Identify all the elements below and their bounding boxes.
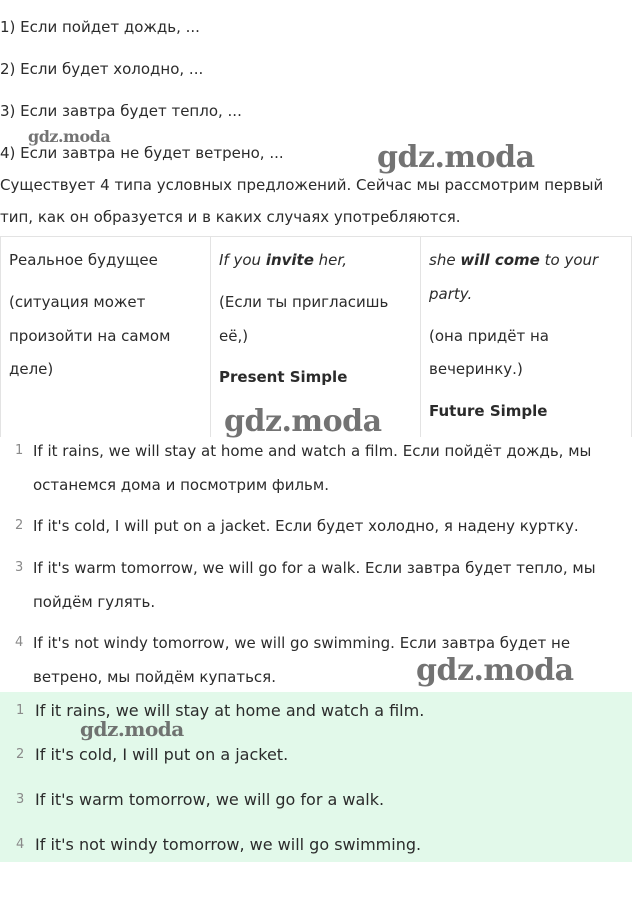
verb-invite: invite: [265, 251, 314, 269]
answer-item: If it rains, we will stay at home and watch a film.: [35, 701, 425, 720]
cell-text: её,): [219, 327, 249, 345]
she-part: she: [429, 251, 461, 269]
watermark-logo: gdz.moda: [80, 717, 184, 741]
answer-number: 2: [16, 747, 25, 762]
her-part: her,: [313, 251, 347, 269]
table-cell-type: [0, 237, 210, 437]
party-part: party.: [429, 285, 473, 303]
cell-text: (ситуация может: [9, 293, 146, 311]
watermark-logo: gdz.moda: [224, 404, 382, 439]
rest-part: to your: [539, 251, 599, 269]
list-item: If it's cold, I will put on a jacket. Если будет холодно, я надену куртку.: [33, 517, 579, 535]
watermark-logo: gdz.moda: [377, 140, 535, 175]
watermark-logo: gdz.moda: [28, 127, 111, 146]
verb-will-come: will come: [460, 251, 540, 269]
condition-sentence: [219, 250, 347, 270]
cell-text: деле): [9, 360, 54, 378]
example-2: 2) Если будет холодно, ...: [0, 60, 204, 78]
example-4: 4) Если завтра не будет ветрено, ...: [0, 144, 284, 162]
list-number: 2: [15, 518, 24, 533]
answer-number: 3: [16, 792, 25, 807]
result-sentence: [429, 250, 598, 270]
cell-text: Реальное будущее: [9, 251, 158, 269]
intro-line-1: Существует 4 типа условных предложений. Сейчас мы рассмотрим первый: [0, 176, 604, 194]
watermark-logo: gdz.moda: [416, 653, 574, 688]
list-number: 3: [15, 560, 24, 575]
cell-text: (Если ты пригласишь: [219, 293, 389, 311]
answer-item: If it's warm tomorrow, we will go for a walk.: [35, 790, 385, 809]
list-item: If it's warm tomorrow, we will go for a walk. Если завтра будет тепло, мы: [33, 559, 596, 577]
answer-number: 1: [16, 703, 25, 718]
example-3: 3) Если завтра будет тепло, ...: [0, 102, 242, 120]
cell-text: вечеринку.): [429, 360, 523, 378]
if-part: If you: [219, 251, 266, 269]
cell-text: (она придёт на: [429, 327, 549, 345]
list-item: If it rains, we will stay at home and watch a film. Если пойдёт дождь, мы: [33, 442, 592, 460]
answer-number: 4: [16, 837, 25, 852]
answer-item: If it's cold, I will put on a jacket.: [35, 745, 289, 764]
list-item: ветрено, мы пойдём купаться.: [33, 668, 276, 686]
list-item: If it's not windy tomorrow, we will go swimming. Если завтра будет не: [33, 634, 571, 652]
table-cell-result: [420, 237, 632, 437]
tense-label: Present Simple: [219, 368, 348, 386]
cell-text: произойти на самом: [9, 327, 171, 345]
list-number: 4: [15, 635, 24, 650]
list-number: 1: [15, 443, 24, 458]
tense-label: Future Simple: [429, 402, 548, 420]
intro-line-2: тип, как он образуется и в каких случаях употребляются.: [0, 208, 461, 226]
example-1: 1) Если пойдет дождь, ...: [0, 18, 200, 36]
list-item: останемся дома и посмотрим фильм.: [33, 476, 329, 494]
list-item: пойдём гулять.: [33, 593, 156, 611]
answer-item: If it's not windy tomorrow, we will go swimming.: [35, 835, 422, 854]
